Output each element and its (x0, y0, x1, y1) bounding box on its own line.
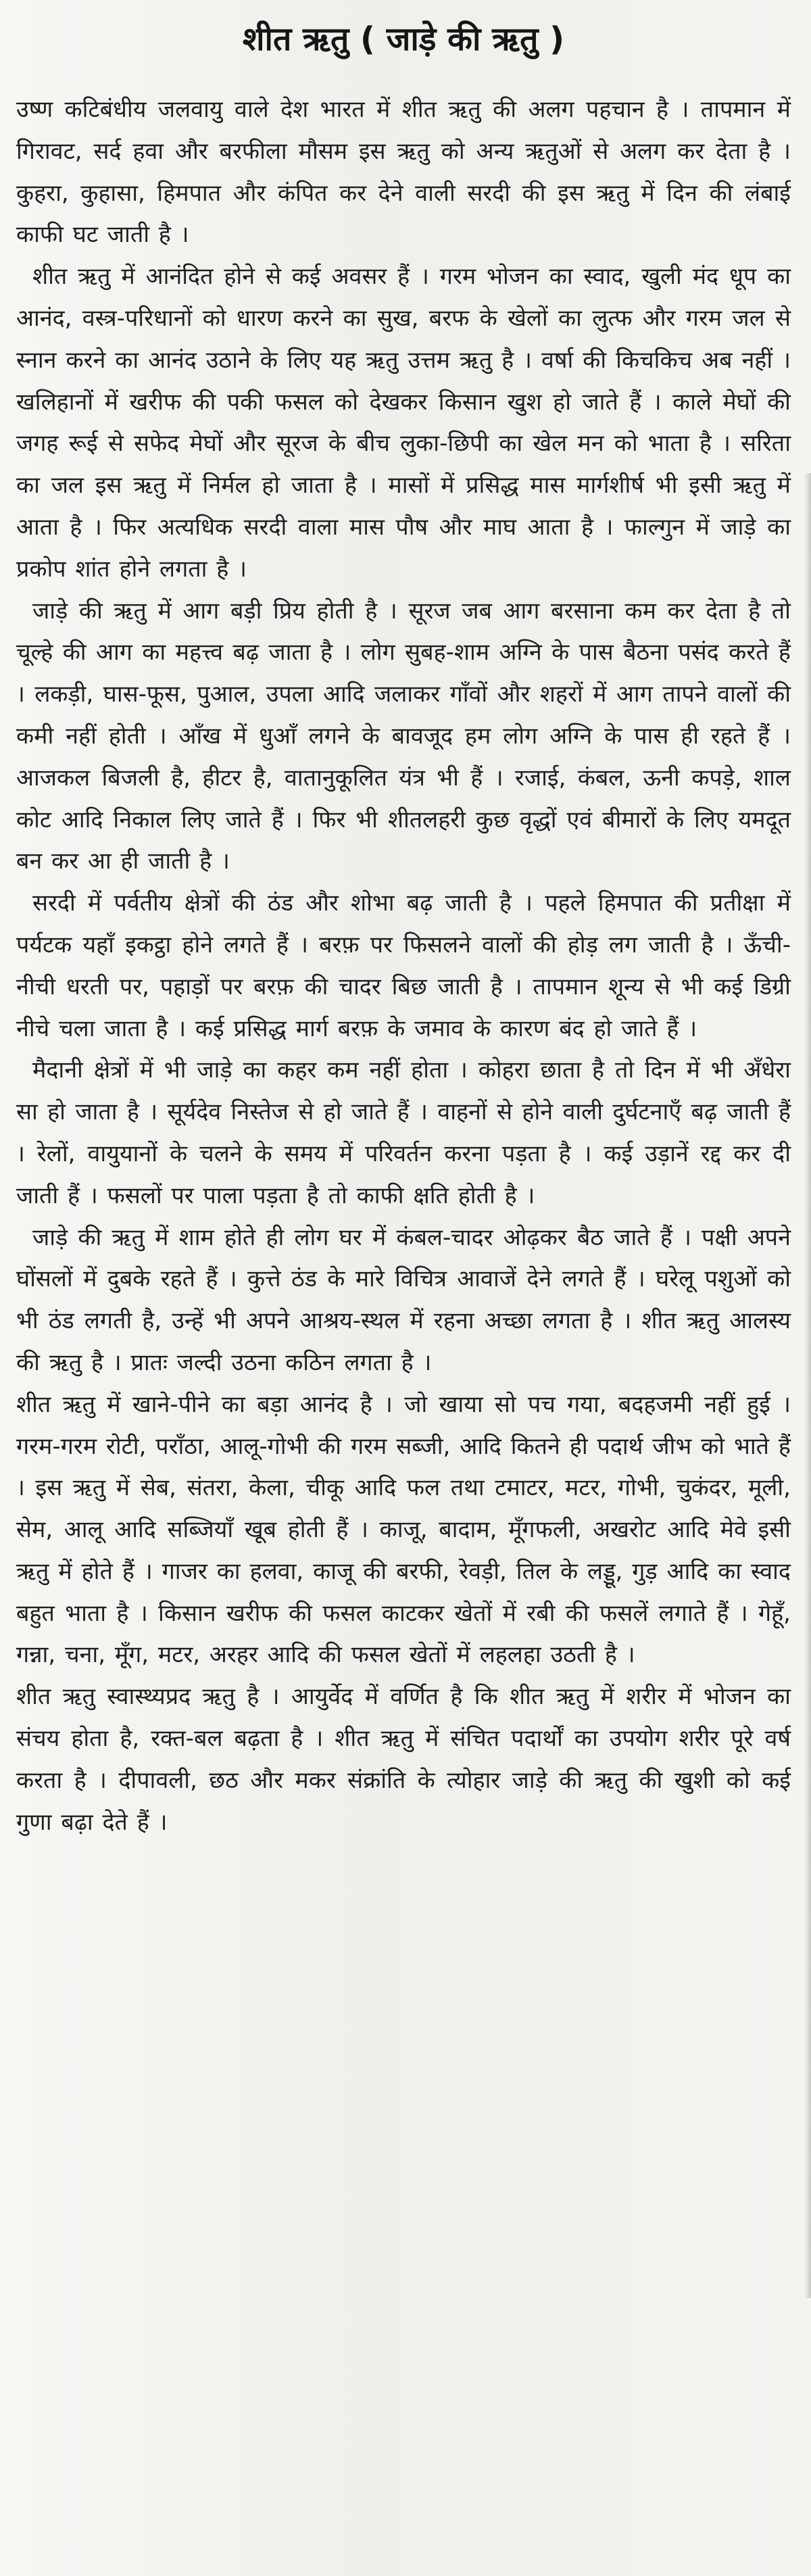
paragraph-evening: जाड़े की ऋतु में शाम होते ही लोग घर में कंबल-चादर ओढ़कर बैठ जाते हैं । पक्षी अपने घोंसलों में दुबके रहते हैं । कुत्ते ठंड के मारे विचित्र आवाजें देने लगते हैं । घरेलू पशुओं को भी ठंड लगती है, उन्हें भी अपने आश्रय-स्थल में रहना अच्छा लगता है । शीत ऋतु आलस्य की ऋतु है । प्रातः जल्दी उठना कठिन लगता है । (16, 1223, 791, 1376)
paragraph-health: शीत ऋतु स्वास्थ्यप्रद ऋतु है । आयुर्वेद में वर्णित है कि शीत ऋतु में शरीर में भोजन का संचय होता है, रक्त-बल बढ़ता है । शीत ऋतु में संचित पदार्थों का उपयोग शरीर पूरे वर्ष करता है । दीपावली, छठ और मकर संक्रांति के त्योहार जाड़े की ऋतु की खुशी को कई गुणा बढ़ा देते हैं । (16, 1683, 791, 1836)
paragraph-plains: मैदानी क्षेत्रों में भी जाड़े का कहर कम नहीं होता । कोहरा छाता है तो दिन में भी अँधेरा सा हो जाता है । सूर्यदेव निस्तेज से हो जाते हैं । वाहनों से होने वाली दुर्घटनाएँ बढ़ जाती हैं । रेलों, वायुयानों के चलने के समय में परिवर्तन करना पड़ता है । कई उड़ानें रद्द कर दी जाती हैं । फसलों पर पाला पड़ता है तो काफी क्षति होती है । (16, 1056, 791, 1209)
paragraph-food: शीत ऋतु में खाने-पीने का बड़ा आनंद है । जो खाया सो पच गया, बदहजमी नहीं हुई । गरम-गरम रोटी, पराँठा, आलू-गोभी की गरम सब्जी, आदि कितने ही पदार्थ जीभ को भाते हैं । इस ऋतु में सेब, संतरा, केला, चीकू आदि फल तथा टमाटर, मटर, गोभी, चुकंदर, मूली, सेम, आलू आदि सब्जियाँ खूब होती हैं । काजू, बादाम, मूँगफली, अखरोट आदि मेवे इसी ऋतु में होते हैं । गाजर का हलवा, काजू की बरफी, रेवड़ी, तिल के लड्डू, गुड़ आदि का स्वाद बहुत भाता है । किसान खरीफ की फसल काटकर खेतों में रबी की फसलें लगाते हैं । गेहूँ, गन्ना, चना, मूँग, मटर, अरहर आदि की फसल खेतों में लहलहा उठती है । (16, 1390, 791, 1669)
paragraph-joys: शीत ऋतु में आनंदित होने से कई अवसर हैं । गरम भोजन का स्वाद, खुली मंद धूप का आनंद, वस्त्र-परिधानों को धारण करने का सुख, बरफ के खेलों का लुत्फ और गरम जल से स्नान करने का आनंद उठाने के लिए यह ऋतु उत्तम ऋतु है । वर्षा की किचकिच अब नहीं । खलिहानों में खरीफ की पकी फसल को देखकर किसान खुश हो जाते हैं । काले मेघों की जगह रूई से सफेद मेघों और सूरज के बीच लुका-छिपी का खेल मन को भाता है । सरिता का जल इस ऋतु में निर्मल हो जाता है । मासों में प्रसिद्ध मास मार्गशीर्ष भी इसी ऋतु में आता है । फिर अत्यधिक सरदी वाला मास पौष और माघ आता है । फाल्गुन में जाड़े का प्रकोप शांत होने लगता है । (16, 263, 791, 583)
essay-title: शीत ऋतु ( जाड़े की ऋतु ) (242, 20, 565, 58)
page-edge-shadow (804, 473, 811, 2298)
paragraph-mountains: सरदी में पर्वतीय क्षेत्रों की ठंड और शोभा बढ़ जाती है । पहले हिमपात की प्रतीक्षा में पर्यटक यहाँ इकट्ठा होने लगते हैं । बरफ़ पर फिसलने वालों की होड़ लग जाती है । ऊँची-नीची धरती पर, पहाड़ों पर बरफ़ की चादर बिछ जाती है । तापमान शून्य से भी कई डिग्री नीचे चला जाता है । कई प्रसिद्ध मार्ग बरफ़ के जमाव के कारण बंद हो जाते हैं । (16, 890, 791, 1042)
paragraph-fire: जाड़े की ऋतु में आग बड़ी प्रिय होती है । सूरज जब आग बरसाना कम कर देता है तो चूल्हे की आग का महत्त्व बढ़ जाता है । लोग सुबह-शाम अग्नि के पास बैठना पसंद करते हैं । लकड़ी, घास-फूस, पुआल, उपला आदि जलाकर गाँवों और शहरों में आग तापने वालों की कमी नहीं होती । आँख में धुआँ लगने के बावजूद हम लोग अग्नि के पास ही रहते हैं । आजकल बिजली है, हीटर है, वातानुकूलित यंत्र भी हैं । रजाई, कंबल, ऊनी कपड़े, शाल कोट आदि निकाल लिए जाते हैं । फिर भी शीतलहरी कुछ वृद्धों एवं बीमारों के लिए यमदूत बन कर आ ही जाती है । (16, 597, 791, 875)
paragraph-intro: उष्ण कटिबंधीय जलवायु वाले देश भारत में शीत ऋतु की अलग पहचान है । तापमान में गिरावट, सर्द हवा और बरफीला मौसम इस ऋतु को अन्य ऋतुओं से अलग कर देता है । कुहरा, कुहासा, हिमपात और कंपित कर देने वाली सरदी की इस ऋतु में दिन की लंबाई काफी घट जाती है । (16, 96, 791, 249)
